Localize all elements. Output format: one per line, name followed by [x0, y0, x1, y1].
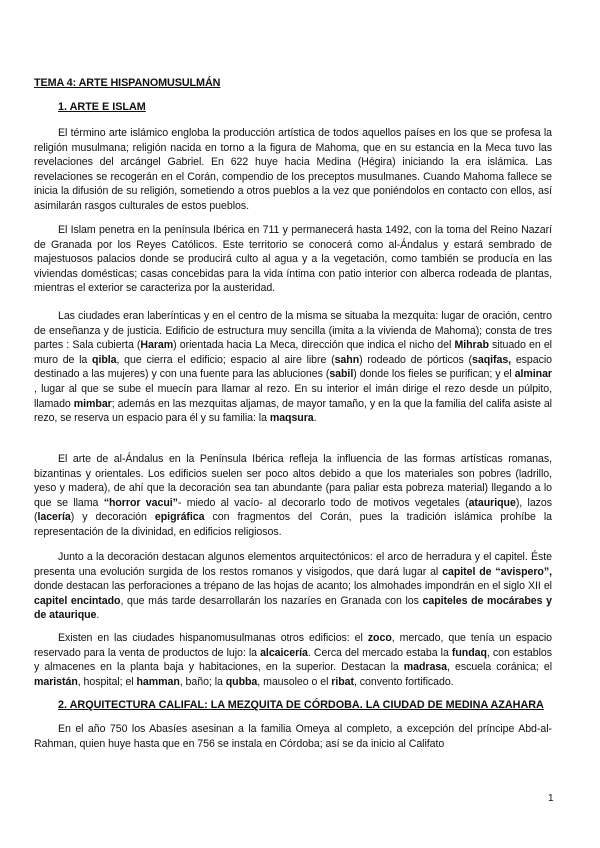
text-run: , que más tarde desarrollarán los nazaríes en Granada con los [120, 594, 423, 607]
bold-term: capitel encintado [34, 594, 121, 607]
bold-term: maristán [34, 675, 78, 688]
bold-term: alminar [514, 368, 552, 381]
paragraph [34, 452, 552, 540]
paragraph [34, 550, 552, 623]
paragraph [34, 722, 552, 751]
text-run: situado en el muro de la [34, 339, 552, 366]
bold-term: ribat [331, 675, 354, 688]
paragraph [34, 309, 552, 426]
text-run: , mausoleo o el [257, 675, 332, 688]
paragraph [34, 631, 552, 689]
text-run: , hospital; el [77, 675, 137, 688]
bold-term: qibla [92, 353, 117, 366]
bold-term: ataurique [468, 496, 516, 509]
text-run: . [96, 609, 100, 622]
text-run: El Islam penetra en la península Ibérica en 711 y permanecerá hasta 1492, con la toma del Reino Nazarí de Granada por los Reyes Católicos. Este territorio se conocerá como al-Ándalus y estará sembrado de majestuosos palacios donde se producirá culto al agua y a la vegetación, como también se producía en las viviendas domésticas; casas concebidas para la vida íntima con patio interior con alberca rodeada de plantas, mientras el exterior se caracteriza por la austeridad. [34, 224, 552, 295]
bold-term: epigráfica [154, 511, 205, 524]
text-run: , que cierra el edificio; espacio al aire libre ( [116, 353, 335, 366]
bold-term: sahn [334, 353, 360, 366]
page-number: 1 [548, 793, 554, 804]
bold-term: “horror vacui” [103, 496, 178, 509]
text-run: El arte de al-Ándalus en la Península Ibérica refleja la influencia de las formas artísticas romanas, bizantinas y orientales. Los edificios suelen ser poco altos debido a que los materiales son pobres (ladrillo, yeso y madera), de ahí que la decoración sea tan abundante (para paliar esta pobreza material) llegando a lo que se llama [34, 453, 552, 509]
bold-term: lacería [37, 511, 71, 524]
text-run: , baño; la [179, 675, 226, 688]
bold-term: Mihrab [454, 339, 489, 352]
text-run: . [313, 412, 317, 425]
text-run: , con establos y almacenes en la planta baja y habitaciones, en la superior. Destacan la [34, 646, 552, 674]
text-run: - miedo al vacío- al decorarlo todo de motivos vegetales ( [177, 496, 469, 509]
bold-term: Haram [140, 339, 174, 352]
bold-term: sabil [329, 368, 354, 381]
text-run: con fragmentos del Corán, pues la tradición islámica prohíbe la representación de la divinidad, en edificios religiosos. [34, 511, 552, 538]
text-run: donde destacan las perforaciones a trépano de las hojas de acanto; los almohades impondrán en el siglo XII el [34, 580, 552, 593]
bold-term: alcaicería [260, 646, 308, 659]
text-run: , escuela coránica; el [447, 661, 553, 674]
text-run: , mercado, que tenía un espacio reservado para la venta de productos de lujo: la [34, 632, 552, 659]
bold-term: capitel de “avispero”, [442, 565, 552, 578]
text-run: , lugar al que se sube el muecín para llamar al rezo. En su interior el imán dirige el rezo desde un púlpito, llamado [34, 382, 552, 410]
text-run: , convento fortificado. [354, 675, 454, 688]
bold-term: fundaq [451, 646, 487, 659]
text-run: ; además en las mezquitas aljamas, de mayor tamaño, y en la que la familia del califa asiste al rezo, se reserva un espacio para él y su familia: la [34, 397, 552, 425]
text-run: . Cerca del mercado estaba la [307, 646, 452, 659]
section-1-heading: 1. ARTE E ISLAM [58, 101, 146, 113]
bold-term: madrasa [403, 661, 448, 674]
bold-term: hamman [136, 675, 180, 688]
paragraph [34, 223, 552, 296]
paragraph [34, 126, 552, 214]
text-run: Las ciudades eran laberínticas y en el centro de la misma se situaba la mezquita: lugar de oración, centro de enseñanza y de justicia. Edificio de estructura muy sencilla (imita a la vivienda de Mahoma); consta de tres partes : Sala cubierta ( [34, 310, 552, 352]
bold-term: saqifas, [472, 353, 512, 366]
bold-term: mimbar [73, 397, 112, 410]
bold-term: qubba [225, 675, 258, 688]
text-run: ) rodeado de pórticos ( [359, 353, 473, 366]
text-run: En el año 750 los Abasíes asesinan a la familia Omeya al completo, a excepción del príncipe Abd-al-Rahman, quien huye hasta que en 756 se instala en Córdoba; así se da inicio al Califato [34, 723, 552, 750]
text-run: Junto a la decoración destacan algunos elementos arquitectónicos: el arco de herradura y el capitel. Éste presenta una evolución surgida de los restos romanos y visigodos, que dará lugar al [34, 551, 552, 578]
section-2-heading: 2. ARQUITECTURA CALIFAL: LA MEZQUITA DE CÓRDOBA. LA CIUDAD DE MEDINA AZAHARA [58, 699, 544, 711]
text-run: espacio destinado a las mujeres) y con una fuente para las abluciones ( [34, 353, 552, 381]
text-run: ) orientada hacia La Meca, dirección que indica el nicho del [173, 339, 455, 352]
text-run: ) donde los fieles se purifican; y el [353, 368, 515, 381]
bold-term: maqsura [269, 412, 314, 425]
bold-term: capiteles de mocárabes y de ataurique [34, 594, 552, 622]
text-run: ), lazos ( [34, 496, 553, 524]
text-run: Existen en las ciudades hispanomusulmanas otros edificios: el [58, 632, 368, 644]
bold-term: zoco [367, 632, 392, 644]
text-run: ) y decoración [70, 511, 155, 524]
document-title: TEMA 4: ARTE HISPANOMUSULMÁN [34, 77, 221, 89]
text-run: El término arte islámico engloba la producción artística de todos aquellos países en los que se profesa la religión musulmana; religión nacida en torno a la figura de Mahoma, que en su estancia en la Meca tuvo las revelaciones del arcángel Gabriel. En 622 huye hacia Medina (Hégira) iniciando la era islámica. Las revelaciones se recogerán en el Corán, compendio de los preceptos musulmanes. Cuando Mahoma fallece se inicia la difusión de su religión, sometiendo a otros pueblos a la vez que poniéndolos en contacto con ellos, así asimilarán rasgos culturales de estos pueblos. [34, 127, 552, 212]
